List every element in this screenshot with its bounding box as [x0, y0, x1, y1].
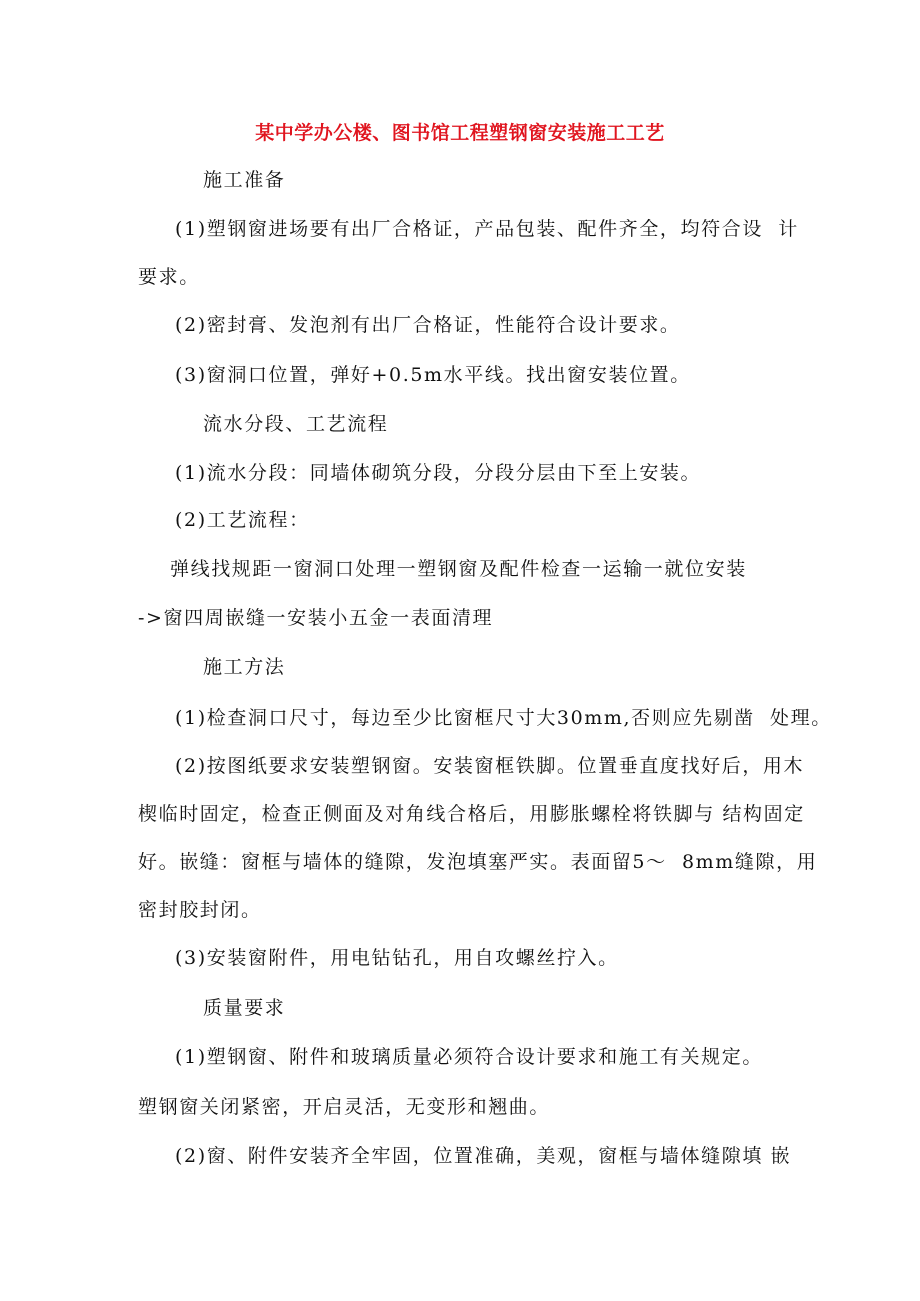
section-heading: 施工方法	[203, 656, 286, 678]
paragraph: (2)密封膏、发泡剂有出厂合格证，性能符合设计要求。	[175, 314, 681, 336]
paragraph: 要求。	[138, 266, 200, 288]
paragraph: (1)塑钢窗、附件和玻璃质量必须符合设计要求和施工有关规定。	[175, 1046, 763, 1068]
section-heading: 质量要求	[203, 997, 286, 1019]
paragraph: (3)窗洞口位置，弹好+0.5m水平线。找出窗安装位置。	[175, 364, 691, 386]
section-heading: 流水分段、工艺流程	[203, 413, 389, 435]
paragraph: (1)检查洞口尺寸，每边至少比窗框尺寸大30mm,否则应先剔凿 处理。	[175, 707, 832, 729]
section-heading: 施工准备	[203, 169, 286, 191]
paragraph: (2)工艺流程：	[175, 509, 310, 531]
paragraph: 密封胶封闭。	[138, 899, 262, 921]
paragraph: (2)窗、附件安装齐全牢固，位置准确，美观，窗框与墙体缝隙填 嵌	[175, 1145, 792, 1167]
paragraph: ->窗四周嵌缝一安装小五金一表面清理	[138, 607, 494, 629]
document-title: 某中学办公楼、图书馆工程塑钢窗安装施工工艺	[255, 122, 665, 144]
paragraph: (3)安装窗附件，用电钻钻孔，用自攻螺丝拧入。	[175, 947, 619, 969]
paragraph: (1)塑钢窗进场要有出厂合格证，产品包装、配件齐全，均符合设 计	[175, 218, 799, 240]
paragraph: 塑钢窗关闭紧密，开启灵活，无变形和翘曲。	[138, 1096, 551, 1118]
paragraph: 好。嵌缝：窗框与墙体的缝隙，发泡填塞严实。表面留5～ 8mm缝隙，用	[138, 851, 818, 873]
paragraph: (1)流水分段：同墙体砌筑分段，分段分层由下至上安装。	[175, 462, 702, 484]
paragraph: 弹线找规距一窗洞口处理一塑钢窗及配件检查一运输一就位安装	[170, 558, 747, 580]
paragraph: 楔临时固定，检查正侧面及对角线合格后，用膨胀螺栓将铁脚与 结构固定	[138, 803, 805, 825]
paragraph: (2)按图纸要求安装塑钢窗。安装窗框铁脚。位置垂直度找好后，用木	[175, 755, 805, 777]
